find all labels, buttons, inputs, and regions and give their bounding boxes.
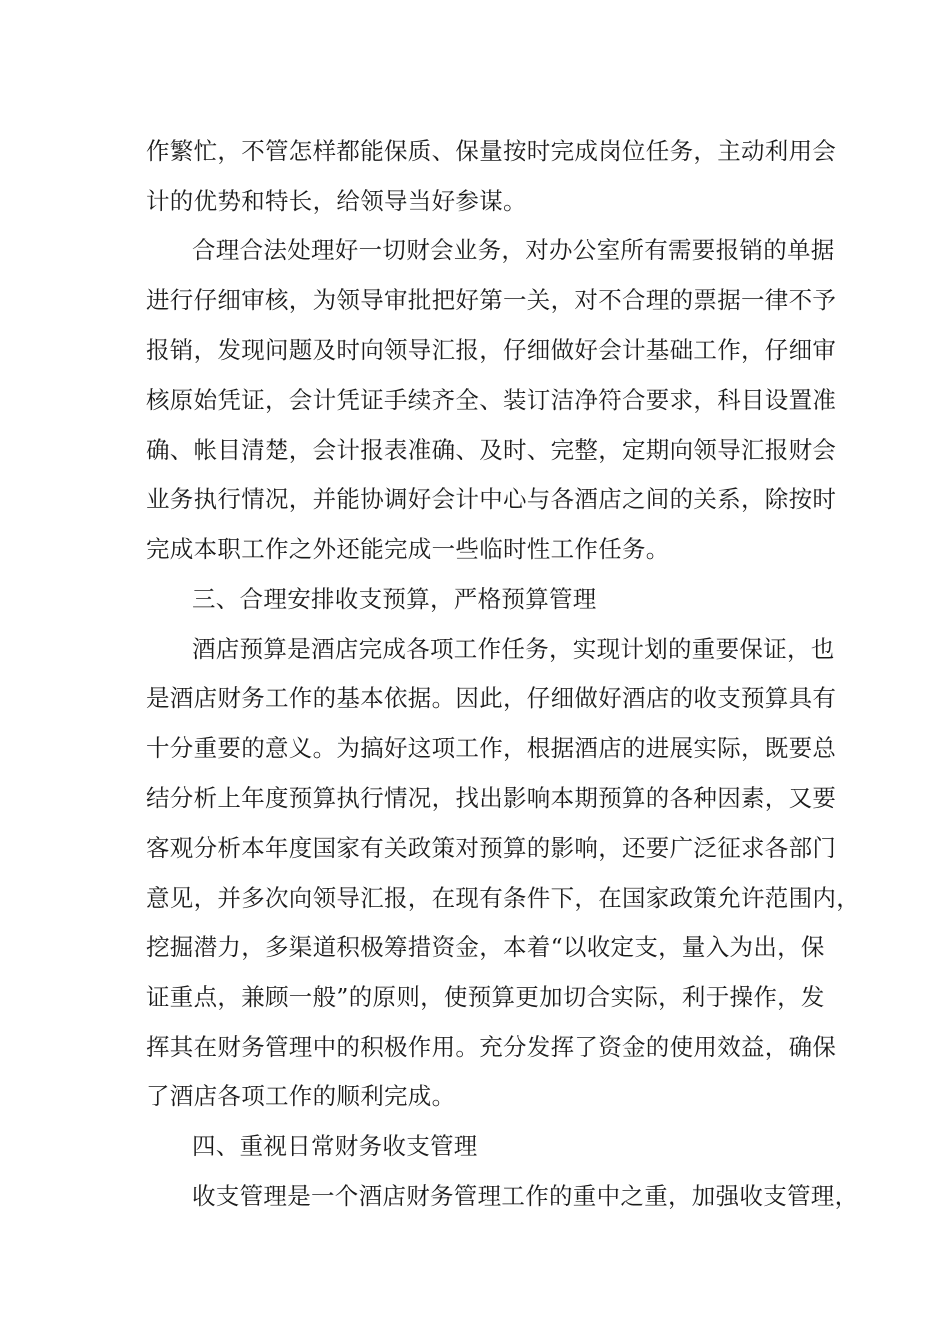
text-line: 确、帐目清楚，会计报表准确、及时、完整，定期向领导汇报财会 <box>146 436 837 464</box>
text-line: 证重点，兼顾一般”的原则，使预算更加切合实际，利于操作，发 <box>146 983 825 1011</box>
text-line: 客观分析本年度国家有关政策对预算的影响，还要广泛征求各部门 <box>146 834 837 862</box>
section-heading: 三、合理安排收支预算，严格预算管理 <box>192 585 597 613</box>
text-line: 业务执行情况，并能协调好会计中心与各酒店之间的关系，除按时 <box>146 485 837 513</box>
text-line: 十分重要的意义。为搞好这项工作，根据酒店的进展实际，既要总 <box>146 734 837 762</box>
text-line: 结分析上年度预算执行情况，找出影响本期预算的各种因素，又要 <box>146 784 837 812</box>
text-line: 收支管理是一个酒店财务管理工作的重中之重，加强收支管理， <box>192 1182 859 1210</box>
text-line: 完成本职工作之外还能完成一些临时性工作任务。 <box>146 535 670 563</box>
text-line: 挥其在财务管理中的积极作用。充分发挥了资金的使用效益，确保 <box>146 1033 837 1061</box>
text-line: 报销，发现问题及时向领导汇报，仔细做好会计基础工作，仔细审 <box>146 336 837 364</box>
text-line: 酒店预算是酒店完成各项工作任务，实现计划的重要保证，也 <box>192 635 835 663</box>
text-line: 计的优势和特长，给领导当好参谋。 <box>146 187 527 215</box>
text-line: 合理合法处理好一切财会业务，对办公室所有需要报销的单据 <box>192 236 835 264</box>
text-line: 核原始凭证，会计凭证手续齐全、装订洁净符合要求，科目设置准 <box>146 386 837 414</box>
section-heading: 四、重视日常财务收支管理 <box>192 1132 478 1160</box>
text-line: 进行仔细审核，为领导审批把好第一关，对不合理的票据一律不予 <box>146 286 837 314</box>
text-line: 意见，并多次向领导汇报，在现有条件下，在国家政策允许范围内， <box>146 884 860 912</box>
text-line: 挖掘潜力，多渠道积极筹措资金，本着“以收定支，量入为出，保 <box>146 933 825 961</box>
text-line: 作繁忙，不管怎样都能保质、保量按时完成岗位任务，主动利用会 <box>146 137 837 165</box>
text-line: 是酒店财务工作的基本依据。因此，仔细做好酒店的收支预算具有 <box>146 684 837 712</box>
text-line: 了酒店各项工作的顺利完成。 <box>146 1082 456 1110</box>
